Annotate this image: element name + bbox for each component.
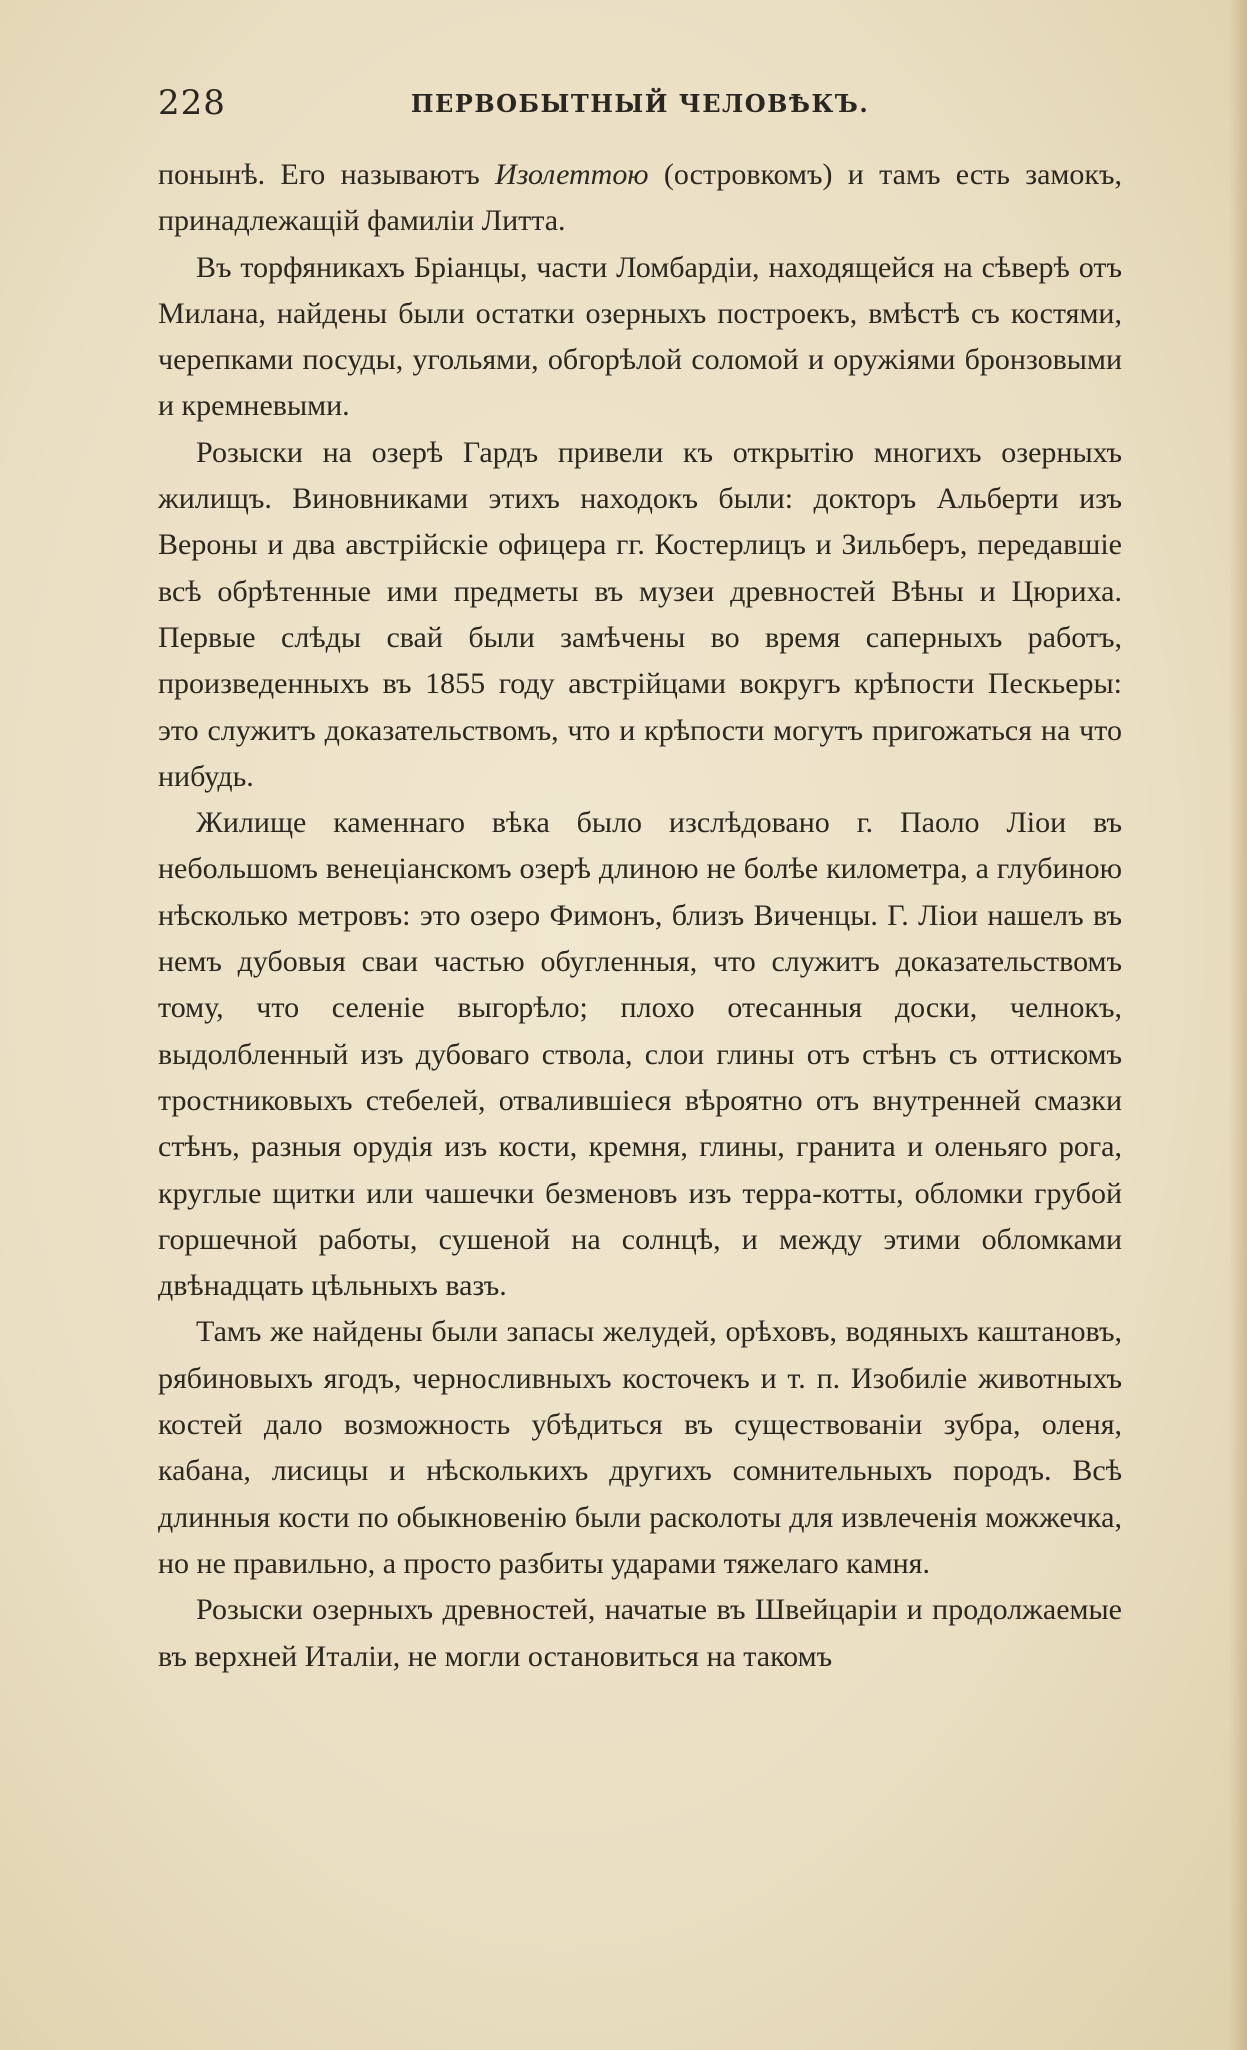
paragraph-3: Розыски на озерѣ Гардъ привели къ открытію многихъ озерныхъ жилищъ. Виновниками этихъ находокъ были: докторъ Альберти изъ Вероны и два австрійскіе офицера гг. Костерлицъ и Зильберъ, передавшіе всѣ обрѣтенные ими предметы въ музеи древностей Вѣны и Цюриха. Первые слѣды свай были замѣчены во время саперныхъ работъ, произведенныхъ въ 1855 году австрійцами вокругъ крѣпости Пескьеры: это служитъ доказательствомъ, что и крѣпости могутъ пригожаться на что нибудь.	[158, 435, 1122, 793]
page-number: 228	[158, 83, 226, 123]
page-text	[158, 152, 1122, 1680]
paragraph-4: Жилище каменнаго вѣка было изслѣдовано г. Паоло Ліои въ небольшомъ венеціанскомъ озерѣ длиною не болѣе километра, а глубиною нѣсколько метровъ: это озеро Фимонъ, близъ Виченцы. Г. Ліои нашелъ въ немъ дубовыя сваи частью обугленныя, что служитъ доказательствомъ тому, что селеніе выгорѣло; плохо отесанныя доски, челнокъ, выдолбленный изъ дубоваго ствола, слои глины отъ стѣнъ съ оттискомъ тростниковыхъ стебелей, отвалившіеся вѣроятно отъ внутренней смазки стѣнъ, разныя орудія изъ кости, кремня, глины, гранита и оленьяго рога, круглые щитки или чашечки безменовъ изъ терра-котты, обломки грубой горшечной работы, сушеной на солнцѣ, и между этими обломками двѣнадцать цѣльныхъ вазъ.	[158, 806, 1122, 1303]
paragraph-1-start: понынѣ. Его называютъ	[158, 158, 496, 191]
running-title: ПЕРВОБЫТНЫЙ ЧЕЛОВѢКЪ.	[410, 89, 870, 118]
paragraph-2: Въ торфяникахъ Бріанцы, части Ломбардіи, находящейся на сѣверѣ отъ Милана, найдены были остатки озерныхъ построекъ, вмѣстѣ съ костями, черепками посуды, угольями, обгорѣлой соломой и оружіями бронзовыми и кремневыми.	[158, 250, 1122, 423]
page-edge-shadow	[1229, 0, 1247, 2050]
paragraph-6: Розыски озерныхъ древностей, начатые въ Швейцаріи и продолжаемые въ верхней Италіи, не могли остановиться на такомъ	[158, 1593, 1122, 1673]
paragraph-1-end: (островкомъ) и тамъ есть замокъ, принадлежащій фамиліи Литта.	[158, 158, 1123, 238]
italic-term: Изолеттою	[495, 158, 649, 191]
page-header	[158, 80, 1122, 126]
paragraph-1	[158, 152, 1122, 245]
paragraph-5: Тамъ же найдены были запасы желудей, орѣховъ, водяныхъ каштановъ, рябиновыхъ ягодъ, черносливныхъ косточекъ и т. п. Изобиліе животныхъ костей дало возможность убѣдиться въ существованіи зубра, оленя, кабана, лисицы и нѣсколькихъ другихъ сомнительныхъ породъ. Всѣ длинныя кости по обыкновенію были расколоты для извлеченія можжечка, но не правильно, а просто разбиты ударами тяжелаго камня.	[158, 1315, 1122, 1580]
